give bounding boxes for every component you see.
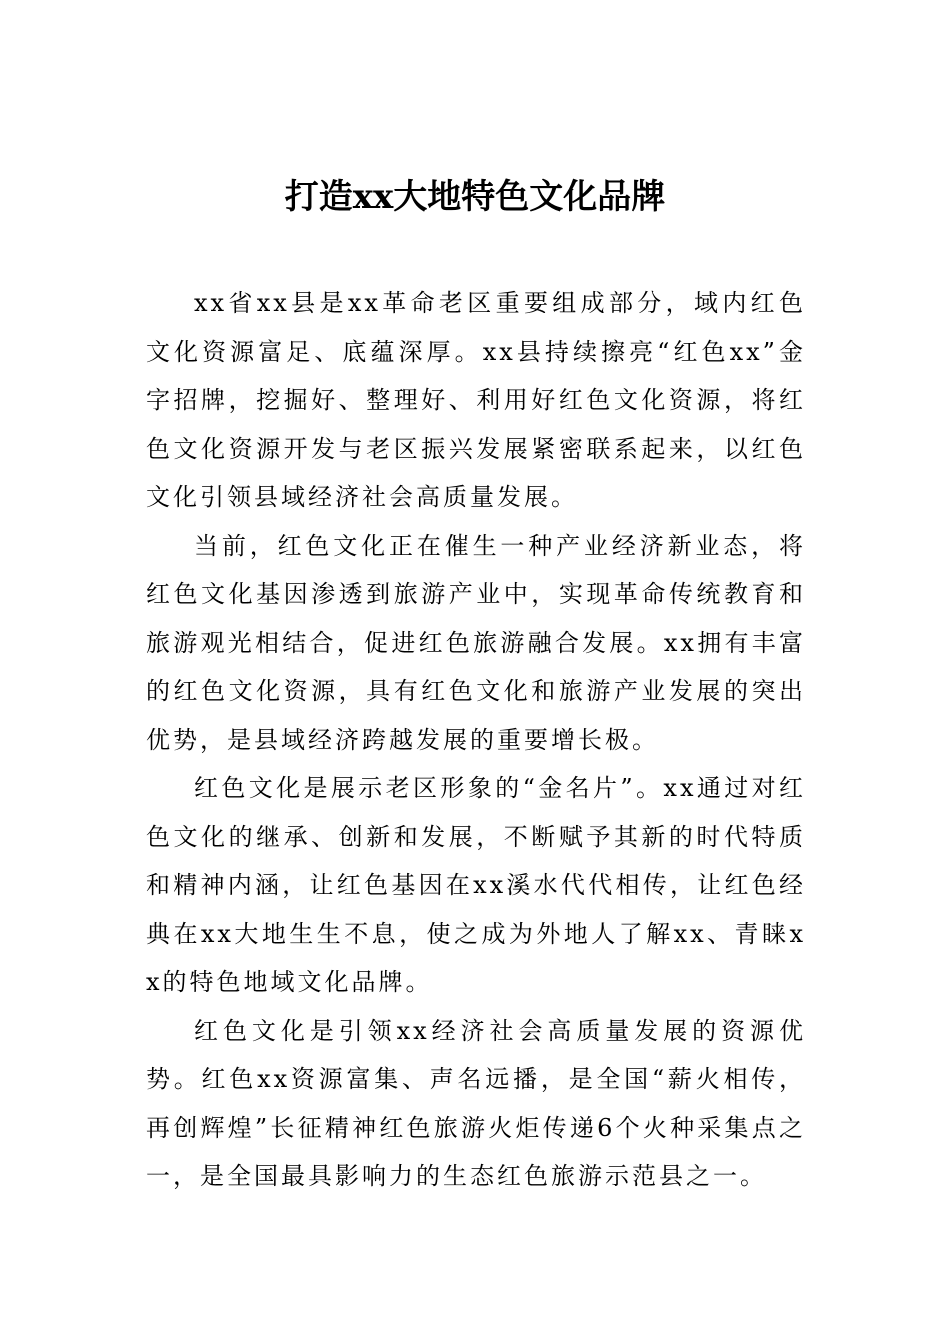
paragraph-4: 红色文化是引领xx经济社会高质量发展的资源优势。红色xx资源富集、声名远播，是全国“薪火相传，再创辉煌”长征精神红色旅游火炬传递6个火种采集点之一，是全国最具影响力的生态红色旅游示范县之一。: [146, 1016, 806, 1190]
paragraph-3: 红色文化是展示老区形象的“金名片”。xx通过对红色文化的继承、创新和发展，不断赋予其新的时代特质和精神内涵，让红色基因在xx溪水代代相传，让红色经典在xx大地生生不息，使之成为外地人了解xx、青睐xx的特色地域文化品牌。: [146, 774, 806, 996]
paragraph-2: 当前，红色文化正在催生一种产业经济新业态，将红色文化基因渗透到旅游产业中，实现革命传统教育和旅游观光相结合，促进红色旅游融合发展。xx拥有丰富的红色文化资源，具有红色文化和旅游产业发展的突出优势，是县域经济跨越发展的重要增长极。: [146, 531, 806, 754]
document-title: 打造xx大地特色文化品牌: [284, 177, 666, 217]
document-body: [146, 279, 806, 1201]
paragraph-1: xx省xx县是xx革命老区重要组成部分，域内红色文化资源富足、底蕴深厚。xx县持续擦亮“红色xx”金字招牌，挖掘好、整理好、利用好红色文化资源，将红色文化资源开发与老区振兴发展紧密联系起来，以红色文化引领县域经济社会高质量发展。: [146, 289, 806, 511]
